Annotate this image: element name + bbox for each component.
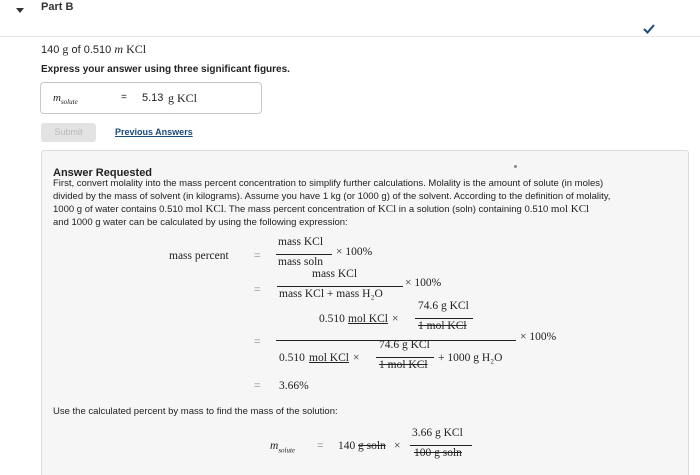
line3-part-d: KCl [377, 203, 397, 215]
row1-times-100: × 100% [336, 246, 373, 258]
msolute-symbol: m [270, 440, 279, 452]
equals-sign-1: = [254, 250, 261, 262]
equation-block [42, 151, 690, 475]
line3-part-e: in a solution (soln) containing 0.510 [398, 204, 549, 215]
fraction-bar [376, 357, 434, 358]
line3-part-f: mol KCl [550, 203, 590, 215]
solute-formula: KCl [126, 42, 147, 56]
answer-field[interactable] [40, 82, 262, 114]
msolute-subscript: solute [278, 446, 296, 455]
fraction-bar [276, 254, 332, 255]
row3-gram-denominator: 1 mol KCl [418, 320, 467, 332]
explanation-line-2: divided by the mass of solvent (in kilograms). Assume you have 1 kg (or 1000 g) of the solvent. According to the definition of molality, [53, 190, 611, 202]
equals-sign-2: = [254, 284, 261, 296]
checkmark-icon [642, 22, 656, 36]
line3-part-a: 1000 g of water contains 0.510 [53, 204, 183, 215]
answer-value: 5.13 [142, 92, 164, 104]
msolute-label [270, 440, 295, 454]
previous-answers-link[interactable]: Previous Answers [115, 127, 193, 137]
molality-value: 0.510 [83, 44, 112, 56]
row2-numerator: mass KCl [312, 268, 358, 280]
part-title: Part B [41, 1, 74, 13]
explanation-line-1: First, convert molality into the mass percent concentration to simplify further calculations. Molality is the amount of solute (in moles) [53, 178, 604, 189]
row1-denominator: mass soln [278, 256, 324, 268]
answer-requested-panel [41, 150, 689, 475]
variable-symbol: m [53, 92, 61, 104]
use-percent-text: Use the calculated percent by mass to find the mass of the solution: [53, 406, 338, 417]
row3-den-mol-value: 0.510 [279, 352, 305, 364]
caret-down-icon[interactable] [16, 8, 24, 13]
explanation-line-4: and 1000 g water can be calculated by using the following expression: [53, 216, 348, 228]
msolute-fraction-numerator: 3.66 g KCl [412, 427, 463, 439]
fraction-bar [277, 286, 403, 287]
part-header[interactable] [0, 0, 700, 24]
row3-gram-numerator: 74.6 g KCl [418, 300, 469, 312]
of-text: of [71, 44, 81, 56]
row1-numerator: mass KCl [278, 236, 324, 248]
mass-percent-label: mass percent [169, 250, 229, 262]
msolute-times: × [394, 440, 401, 452]
molality-unit: m [114, 42, 123, 56]
problem-statement [41, 42, 146, 57]
msolute-fraction-denominator: 100 g soln [414, 447, 462, 459]
row3-den-gram-denominator: 1 mol KCl [379, 359, 428, 371]
msolute-unit-cancelled: g soln [358, 440, 386, 452]
row2-denominator: mass KCl + mass H₂O [279, 288, 383, 300]
line3-part-b: mol KCl [185, 203, 224, 215]
answer-unit: g KCl [168, 91, 198, 105]
variable-subscript: solute [60, 98, 78, 107]
row3-times: × [392, 313, 399, 325]
given-mass: 140 [41, 44, 60, 56]
equals-sign-5: = [317, 440, 324, 452]
row3-den-times: × [353, 352, 360, 364]
divider [0, 36, 700, 37]
fraction-bar [415, 318, 473, 319]
equals-sign-3: = [254, 336, 261, 348]
row3-mol-cancelled: mol KCl [348, 313, 388, 325]
panel-title: Answer Requested [53, 167, 153, 179]
fraction-bar [410, 445, 472, 446]
line3-part-c: . The mass percent concentration of [223, 204, 376, 215]
row3-times-100: × 100% [520, 331, 557, 343]
answer-equals: = [121, 92, 127, 103]
row3-mol-value: 0.510 [319, 313, 345, 325]
submit-button[interactable]: Submit [41, 123, 96, 142]
row3-den-gram-numerator: 74.6 g KCl [379, 339, 430, 351]
mass-percent-result: 3.66% [279, 380, 309, 392]
msolute-mass: 140 [338, 440, 356, 452]
instruction: Express your answer using three significant figures. [41, 64, 290, 75]
row3-den-mol-cancelled: mol KCl [309, 352, 349, 364]
row3-plus-water: + 1000 g H₂O [438, 352, 503, 364]
row2-times-100: × 100% [405, 277, 442, 289]
given-unit: g [62, 42, 69, 56]
answer-variable [53, 92, 78, 106]
equals-sign-4: = [254, 380, 261, 392]
